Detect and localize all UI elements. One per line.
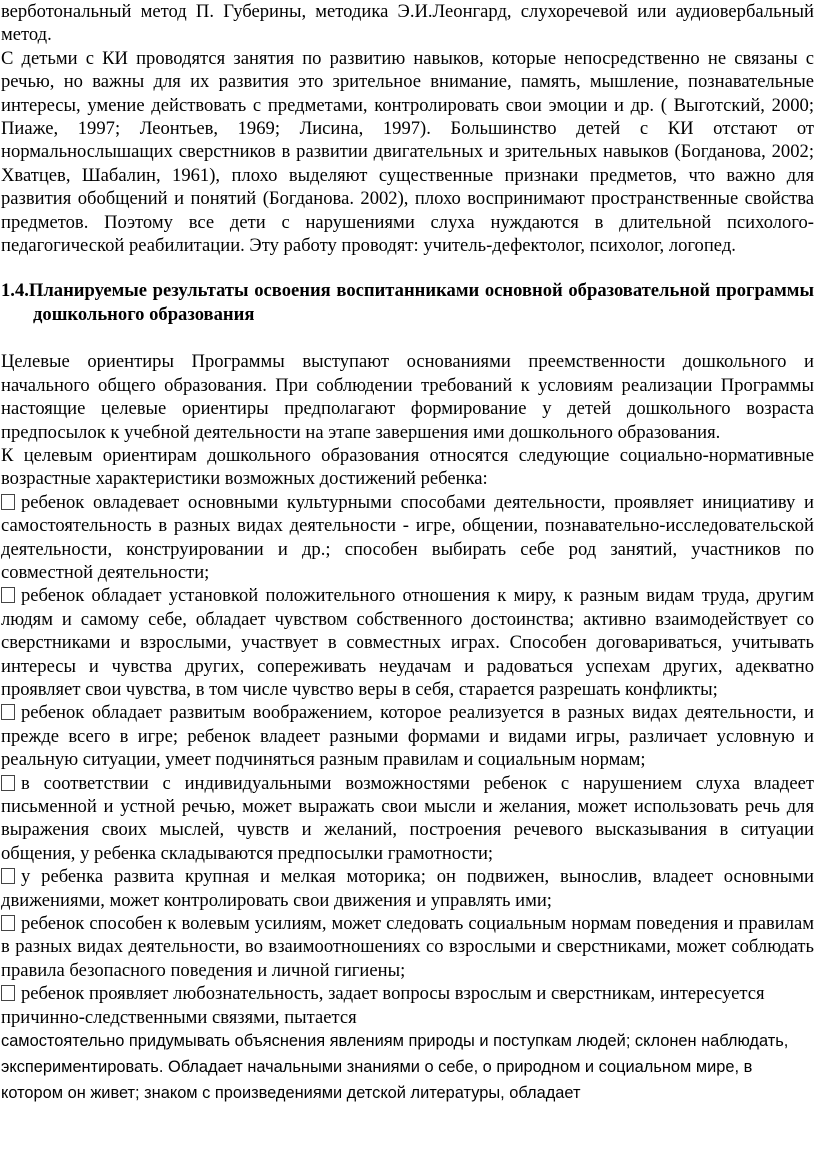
paragraph-methods: верботональный метод П. Губерины, методика Э.И.Леонгард, слухоречевой или аудиовербальный метод. [1, 1, 814, 46]
bullet-box-icon [1, 494, 15, 510]
section-heading [1, 279, 814, 326]
list-item [1, 982, 814, 1029]
list-item-text: в соответствии с индивидуальными возможностями ребенок с нарушением слуха владеет письменной и устной речью, может выражать свои мысли и желания, может использовать речь для выражения своих мыслей, чувств и желаний, построения речевого высказывания в ситуации общения, у ребенка складываются предпосылки грамотности; [1, 772, 814, 864]
list-item [1, 865, 814, 912]
spacer [1, 257, 814, 279]
paragraph-target-intro: К целевым ориентирам дошкольного образования относятся следующие социально-нормативные возрастные характеристики возможных достижений ребенка: [1, 444, 814, 490]
bullet-box-icon [1, 775, 15, 791]
list-item [1, 701, 814, 771]
list-item-text: ребенок проявляет любознательность, задает вопросы взрослым и сверстникам, интересуется причинно-следственными связями, пытается [1, 983, 765, 1028]
list-item [1, 912, 814, 982]
tail-line: самостоятельно придумывать объяснения явлениям природы и поступкам людей; склонен наблюдать, [1, 1032, 789, 1051]
bullet-box-icon [1, 868, 15, 884]
tail-line: котором он живет; знаком с произведениями детской литературы, обладает [1, 1083, 581, 1102]
list-item [1, 772, 814, 866]
section-heading-text [1, 279, 814, 326]
bullet-box-icon [1, 704, 15, 720]
bullet-box-icon [1, 587, 15, 603]
section-title: Планируемые результаты освоения воспитанниками основной образовательной программы дошкольного образования [28, 280, 814, 325]
paragraph-ki-children: С детьми с КИ проводятся занятия по развитию навыков, которые непосредственно не связаны с речью, но важны для их развития это зрительное внимание, память, мышление, познавательные интересы, умение действовать с предметами, контролировать свои эмоции и др. ( Выготский, 2000; Пиаже, 1997; Леонтьев, 1969; Лисина, 1997). Большинство детей с КИ отстают от нормальнослышащих сверстников в развитии двигательных и зрительных навыков (Богданова, 2002; Хватцев, Шабалин, 1961), плохо выделяют существенные признаки предметов, что важно для развития обобщений и понятий (Богданова. 2002), плохо воспринимают пространственные свойства предметов. Поэтому все дети с нарушениями слуха нуждаются в длительной психолого-педагогической реабилитации. Эту работу проводят: учитель-дефектолог, психолог, логопед. [1, 47, 814, 257]
spacer [1, 326, 814, 350]
section-number: 1.4. [1, 280, 29, 302]
paragraph-target-guidelines: Целевые ориентиры Программы выступают основаниями преемственности дошкольного и начального общего образования. При соблюдении требований к условиям реализации Программы настоящие целевые ориентиры предполагают формирование у детей дошкольного возраста предпосылок к учебной деятельности на этапе завершения ими дошкольного образования. [1, 351, 814, 443]
list-item-text: ребенок обладает установкой положительного отношения к миру, к разным видам труда, другим людям и самому себе, обладает чувством собственного достоинства; активно взаимодействует со сверстниками и взрослыми, участвует в совместных играх. Способен договариваться, учитывать интересы и чувства других, сопереживать неудачам и радоваться успехам других, адекватно проявляет свои чувства, в том числе чувство веры в себя, старается разрешать конфликты; [1, 585, 814, 700]
list-item-text: ребенок овладевает основными культурными способами деятельности, проявляет инициативу и самостоятельность в разных видах деятельности - игре, общении, познавательно-исследовательской деятельности, конструировании и др.; способен выбирать себе род занятий, участников по совместной деятельности; [1, 491, 814, 583]
bullet-box-icon [1, 985, 15, 1001]
bullet-box-icon [1, 915, 15, 931]
list-item [1, 491, 814, 585]
list-item-text: у ребенка развита крупная и мелкая моторика; он подвижен, вынослив, владеет основными движениями, может контролировать свои движения и управлять ими; [1, 866, 814, 911]
bullet-list [1, 491, 814, 1029]
tail-line: экспериментировать. Обладает начальными знаниями о себе, о природном и социальном мире, в [1, 1057, 753, 1076]
list-item-text: ребенок способен к волевым усилиям, может следовать социальным нормам поведения и правилам в разных видах деятельности, во взаимоотношениях со взрослыми и сверстниками, может соблюдать правила безопасного поведения и личной гигиены; [1, 913, 814, 981]
list-item-text: ребенок обладает развитым воображением, которое реализуется в разных видах деятельности, и прежде всего в игре; ребенок владеет разными формами и видами игры, различает условную и реальную ситуации, умеет подчиняться разным правилам и социальным нормам; [1, 702, 814, 771]
list-item [1, 584, 814, 701]
